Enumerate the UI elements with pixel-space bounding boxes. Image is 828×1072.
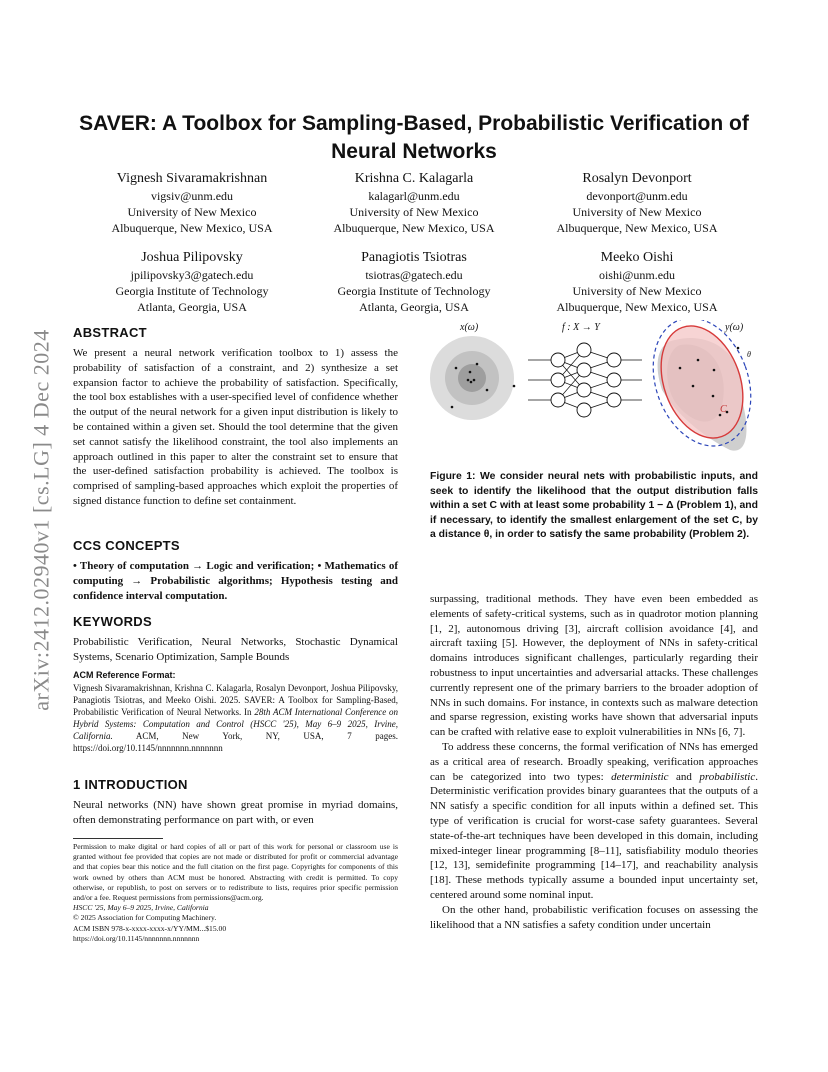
author-email[interactable]: devonport@unm.edu [586, 189, 688, 203]
author-name: Rosalyn Devonport [582, 171, 692, 186]
author-name: Krishna C. Kalagarla [354, 171, 474, 186]
keywords-section [73, 614, 398, 665]
acm-reference-rest: ACM, New York, NY, USA, 7 pages. https://doi.org/10.1145/nnnnnnn.nnnnnnn [73, 731, 398, 753]
footnote-isbn: ACM ISBN 978-x-xxxx-xxxx-x/YY/MM...$15.00 [73, 923, 227, 933]
introduction-paragraph-3: On the other hand, probabilistic verification focuses on assessing the likelihood that a NN satisfies a safety condition under uncertain [430, 903, 758, 931]
introduction-paragraph-1: surpassing, traditional methods. They have even been embedded as elements of safety-critical systems, such as in quadrotor motion planning [1, 2], autonomous driving [3], aircraft collision avoidance [4], and aircraft taxiing [5]. However, the deployment of NNs in safety-critical domains introduces significant challenges, particularly regarding their robustness to input uncertainties and adversarial attacks. These challenges currently represent one of the primary barriers to the broader adoption of NNs in such domains. For instance, in contexts such as malware detection and sparse regression, existing works have shown that adversarial inputs can be crafted with relative ease to exploit vulnerabilities in NNs [6, 7]. [430, 593, 758, 739]
author-email[interactable]: kalagarl@unm.edu [368, 189, 460, 203]
acm-reference-heading: ACM Reference Format: [73, 670, 176, 680]
neural-network-graphic [528, 343, 642, 417]
introduction-p2-start: To address these concerns, the formal verification of NNs has emerged as a critical area of research. Broadly speaking, verification approaches can be categorized into two types: [430, 740, 758, 783]
author-name: Meeko Oishi [600, 250, 674, 265]
arxiv-identifier-stamp [24, 290, 60, 750]
author-name: Joshua Pilipovsky [141, 250, 243, 265]
author-name: Vignesh Sivaramakrishnan [116, 171, 268, 186]
author-location: Albuquerque, New Mexico, USA [556, 221, 718, 235]
author-location: Atlanta, Georgia, USA [137, 300, 247, 314]
acm-reference-authors: Vignesh Sivaramakrishnan, Krishna C. Kalagarla, Rosalyn Devonport, Joshua Pilipovsky, Panagiotis Tsiotras, and Meeko Oishi. 2025. SAVER: A Toolbox for Sampling-Based, Probabilistic Verification of Neural Networks. In [73, 683, 398, 717]
abstract-heading: ABSTRACT [73, 325, 147, 340]
author-block [304, 249, 524, 315]
author-affiliation: University of New Mexico [349, 205, 479, 219]
footnote-doi[interactable]: https://doi.org/10.1145/nnnnnnn.nnnnnnn [73, 933, 200, 943]
network-mapping-label: f : X → Y [562, 322, 600, 333]
author-affiliation: Georgia Institute of Technology [337, 284, 491, 298]
acm-reference-section [73, 670, 398, 754]
author-block [527, 170, 747, 236]
introduction-continuation [430, 592, 758, 932]
introduction-heading: 1 INTRODUCTION [73, 777, 188, 792]
nn-connections [528, 350, 642, 410]
introduction-paragraph-2 [430, 740, 758, 903]
arxiv-identifier-text: arXiv:2412.02940v1 [cs.LG] 4 Dec 2024 [29, 329, 54, 711]
input-variable-label: x(ω) [460, 322, 479, 333]
footnote-copyright: © 2025 Association for Computing Machinery. [73, 913, 217, 923]
term-deterministic: deterministic [611, 770, 669, 783]
introduction-section [73, 777, 398, 828]
conjunction: and [668, 770, 700, 783]
author-email[interactable]: oishi@unm.edu [598, 268, 676, 282]
introduction-p2-end: . Deterministic verification provides binary guarantees that the outputs of a NN satisfy a specific condition for all inputs within a defined set. This type of verification is crucial for worst-case safety guarantees. Several state-of-the-art techniques have been developed in this domain, including mixed-integer linear programming [8–11], satisfiability modulo theories [12, 13], semidefinite programming [14–17], and reachability analysis [18]. These methods typically assume a bounded input uncertainty set, centered around some nominal input. [430, 770, 758, 901]
term-probabilistic: probabilistic [699, 770, 756, 783]
author-email[interactable]: jpilipovsky3@gatech.edu [130, 268, 254, 282]
figure-1 [430, 320, 758, 465]
author-location: Atlanta, Georgia, USA [359, 300, 469, 314]
acm-reference-venue: 28th ACM International Conference on Hybrid Systems: Computation and Control (HSCC '25), May 6–9 2025, Irvine, California. [73, 707, 398, 741]
figure-1-caption: Figure 1: We consider neural nets with probabilistic inputs, and seek to identify the likelihood that the output distribution falls within a set C with at least some probability 1 − Δ (Problem 1), and if necessary, to identify the smallest enlargement of the set C, by a distance θ, in order to satisfy the same probability (Problem 2). [430, 471, 758, 541]
author-block [82, 249, 302, 315]
ccs-heading: CCS CONCEPTS [73, 538, 180, 553]
output-variable-label: y(ω) [725, 322, 744, 333]
author-email[interactable]: tsiotras@gatech.edu [365, 268, 463, 282]
author-block [304, 170, 524, 236]
constraint-set-label: C [720, 404, 727, 415]
keywords-text: Probabilistic Verification, Neural Networks, Stochastic Dynamical Systems, Scenario Optimization, Sample Bounds [73, 636, 398, 663]
author-block [82, 170, 302, 236]
figure-1-diagram [430, 320, 758, 465]
author-email[interactable]: vigsiv@unm.edu [150, 189, 234, 203]
author-location: Albuquerque, New Mexico, USA [111, 221, 273, 235]
author-affiliation: University of New Mexico [572, 205, 702, 219]
author-location: Albuquerque, New Mexico, USA [556, 300, 718, 314]
ccs-section [73, 538, 398, 603]
input-distribution-inner [458, 364, 486, 392]
permission-text: Permission to make digital or hard copies of all or part of this work for personal or classroom use is granted without fee provided that copies are not made or distributed for profit or commercial advantage and that copies bear this notice and the full citation on the first page. Copyrights for components of this work owned by others than ACM must be honored. Abstracting with credit is permitted. To copy otherwise, or republish, to post on servers or to redistribute to lists, requires prior specific permission and/or a fee. Request permissions from permissions@acm.org. [73, 842, 398, 903]
ccs-text: • Theory of computation → Logic and verification; • Mathematics of computing → Probabilistic algorithms; Hypothesis testing and confidence interval computation. [73, 560, 398, 602]
footnote-rule [73, 838, 163, 839]
author-name: Panagiotis Tsiotras [361, 250, 467, 265]
keywords-heading: KEYWORDS [73, 614, 152, 629]
introduction-text-left: Neural networks (NN) have shown great promise in myriad domains, often demonstrating performance on part with, or even [73, 799, 398, 826]
author-affiliation: University of New Mexico [127, 205, 257, 219]
author-location: Albuquerque, New Mexico, USA [333, 221, 495, 235]
footnote-venue: HSCC '25, May 6–9 2025, Irvine, California [73, 903, 209, 913]
author-block [527, 249, 747, 315]
enlargement-theta-label: θ [747, 350, 751, 359]
acm-reference-text [73, 682, 398, 754]
paper-title: SAVER: A Toolbox for Sampling-Based, Probabilistic Verification of Neural Networks [79, 112, 749, 163]
author-affiliation: Georgia Institute of Technology [115, 284, 269, 298]
abstract-text: We present a neural network verification toolbox to 1) assess the probability of satisfaction of a constraint, and 2) synthesize a set expansion factor to achieve the probability of satisfaction. Specifically, the tool box establishes with a user-specified level of confidence whether the output of the neural network for a given input distribution is likely to be contained within a given set. Should the tool determine that the given set cannot satisfy the likelihood constraint, the tool also implements an approach outlined in this paper to alter the constraint set to ensure that the user-defined satisfaction probability is achieved. The toolbox is comprised of sampling-based approaches which exploit the properties of signed distance function to define set containment. [73, 347, 398, 507]
permission-footnote [73, 842, 398, 944]
author-affiliation: University of New Mexico [572, 284, 702, 298]
abstract-section [73, 325, 398, 509]
